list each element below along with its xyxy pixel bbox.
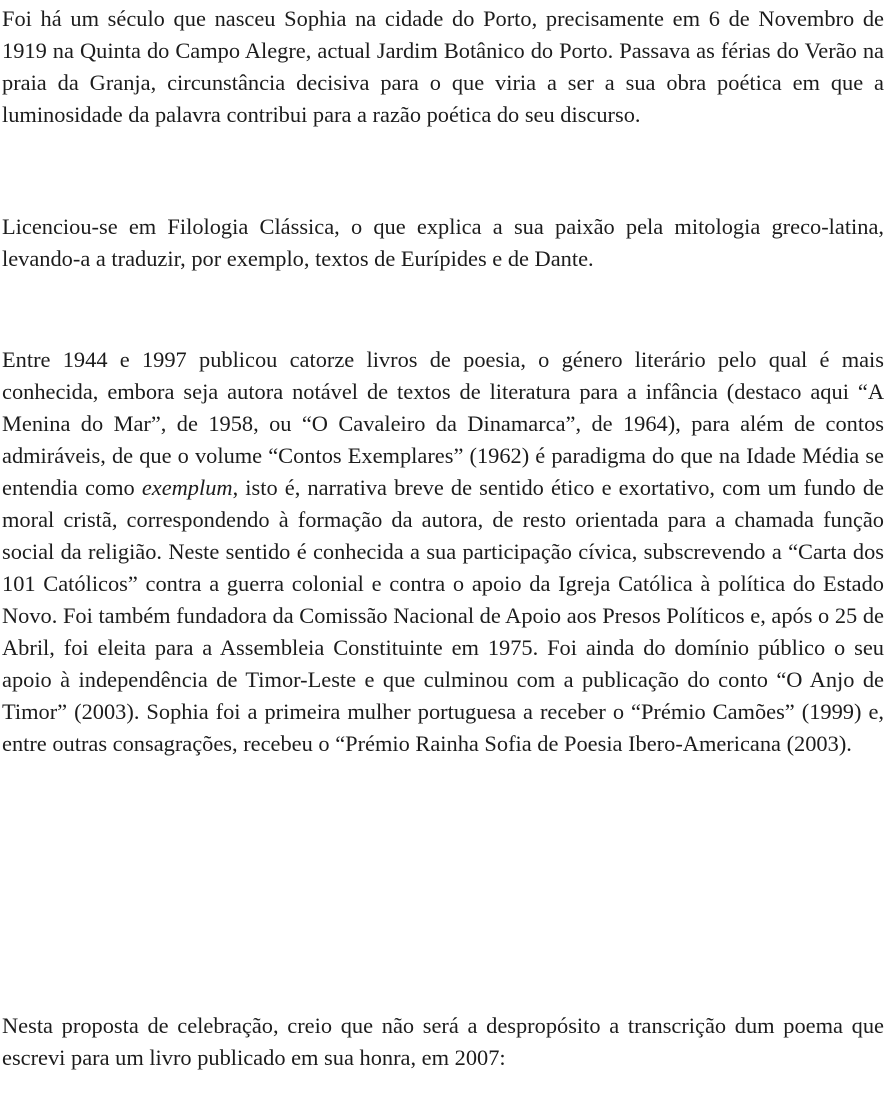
- paragraph-works: [2, 344, 884, 760]
- paragraph-education: Licenciou-se em Filologia Clássica, o que explica a sua paixão pela mitologia greco-latina, levando-a a traduzir, por exemplo, textos de Eurípides e de Dante.: [2, 214, 884, 271]
- works-text-after-italic: , isto é, narrativa breve de sentido ético e exortativo, com um fundo de moral cristã, correspondendo à formação da autora, de resto orientada para a chamada função social da religião. Neste sentido é conhecida a sua participação cívica, subscrevendo a “Carta dos 101 Católicos” contra a guerra colonial e contra o apoio da Igreja Católica à política do Estado Novo. Foi também fundadora da Comissão Nacional de Apoio aos Presos Políticos e, após o 25 de Abril, foi eleita para a Assembleia Constituinte em 1975. Foi ainda do domínio público o seu apoio à independência de Timor-Leste e que culminou com a publicação do conto “O Anjo de Timor” (2003). Sophia foi a primeira mulher portuguesa a receber o “Prémio Camões” (1999) e, entre outras consagrações, recebeu o “Prémio Rainha Sofia de Poesia Ibero-Americana (2003).: [2, 475, 884, 756]
- works-text-before-italic: Entre 1944 e 1997 publicou catorze livros de poesia, o género literário pelo qual é mais conhecida, embora seja autora notável de textos de literatura para a infância (destaco aqui “A Menina do Mar”, de 1958, ou “O Cavaleiro da Dinamarca”, de 1964), para além de contos admiráveis, de que o volume “Contos Exemplares” (1962) é paradigma do que na Idade Média se entendia como: [2, 347, 884, 500]
- paragraph-celebration: Nesta proposta de celebração, creio que não será a despropósito a transcrição dum poema que escrevi para um livro publicado em sua honra, em 2007:: [2, 1013, 884, 1070]
- paragraph-birth: Foi há um século que nasceu Sophia na cidade do Porto, precisamente em 6 de Novembro de 1919 na Quinta do Campo Alegre, actual Jardim Botânico do Porto. Passava as férias do Verão na praia da Granja, circunstância decisiva para o que viria a ser a sua obra poética em que a luminosidade da palavra contribui para a razão poética do seu discurso.: [2, 6, 884, 127]
- italic-term-exemplum: exemplum: [141, 475, 233, 500]
